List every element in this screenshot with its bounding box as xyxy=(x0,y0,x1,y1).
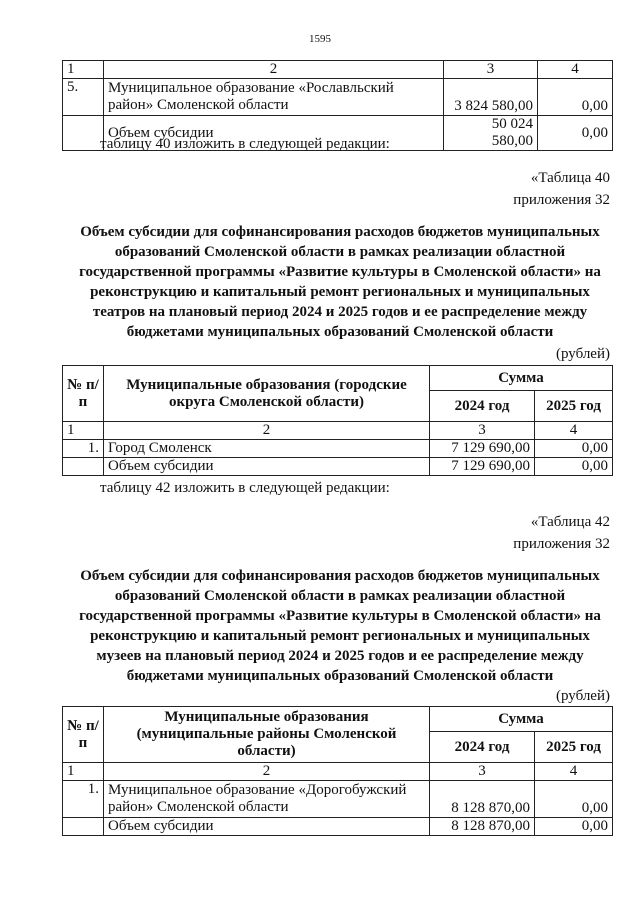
index-cell: 1 xyxy=(63,763,104,781)
col-number-header: № п/п xyxy=(63,707,104,763)
table-index-row xyxy=(63,61,613,79)
row-sum-2025: 0,00 xyxy=(535,440,613,458)
index-cell: 1 xyxy=(63,61,104,79)
table-reference-line: «Таблица 40 xyxy=(530,170,610,186)
row-name: Муниципальное образование «Рославльский район» Смоленской области xyxy=(104,79,444,116)
col-number-header: № п/п xyxy=(63,366,104,422)
index-cell: 3 xyxy=(444,61,538,79)
title-line: бюджетами муниципальных образований Смоленской области xyxy=(126,324,554,340)
table-reference xyxy=(513,511,610,555)
row-sum-2024: 8 128 870,00 xyxy=(430,818,535,836)
table-index-row xyxy=(63,763,613,781)
table-header-row xyxy=(63,707,613,732)
title-line: образований Смоленской области в рамках реализации областной xyxy=(114,244,566,260)
table-row xyxy=(63,781,613,818)
row-sum-2024: 7 129 690,00 xyxy=(430,440,535,458)
index-cell: 3 xyxy=(430,422,535,440)
table-index-row xyxy=(63,422,613,440)
index-cell: 2 xyxy=(104,61,444,79)
row-number xyxy=(63,116,104,151)
row-sum-2024: 50 024 580,00 xyxy=(444,116,538,151)
index-cell: 4 xyxy=(535,422,613,440)
title-line: реконструкцию и капитальный ремонт региональных и муниципальных xyxy=(90,284,590,300)
instruction-paragraph: таблицу 42 изложить в следующей редакции: xyxy=(100,480,390,496)
page-number: 1595 xyxy=(309,33,331,45)
table-total-row xyxy=(63,458,613,476)
row-name: Объем субсидии xyxy=(104,818,430,836)
row-sum-2025: 0,00 xyxy=(538,116,613,151)
table-title xyxy=(50,566,630,686)
col-2025-header: 2025 год xyxy=(535,732,613,763)
table-reference-line: приложения 32 xyxy=(513,536,610,552)
row-name: Город Смоленск xyxy=(104,440,430,458)
col-name-header: Муниципальные образования (городские округа Смоленской области) xyxy=(104,366,430,422)
title-line: театров на плановый период 2024 и 2025 годов и ее распределение между xyxy=(92,304,588,320)
index-cell: 1 xyxy=(63,422,104,440)
units-label: (рублей) xyxy=(555,688,610,704)
title-line: образований Смоленской области в рамках реализации областной xyxy=(114,588,566,604)
row-number: 1. xyxy=(63,440,104,458)
table-row xyxy=(63,440,613,458)
col-2025-header: 2025 год xyxy=(535,391,613,422)
col-name-header: Муниципальные образования (муниципальные районы Смоленской области) xyxy=(104,707,430,763)
row-sum-2024: 8 128 870,00 xyxy=(430,781,535,818)
row-sum-2024: 3 824 580,00 xyxy=(444,79,538,116)
col-sum-header: Сумма xyxy=(430,366,613,391)
col-2024-header: 2024 год xyxy=(430,391,535,422)
title-line: музеев на плановый период 2024 и 2025 годов и ее распределение между xyxy=(96,648,584,664)
title-line: реконструкцию и капитальный ремонт региональных и муниципальных xyxy=(90,628,590,644)
row-sum-2025: 0,00 xyxy=(538,79,613,116)
row-name: Объем субсидии xyxy=(104,458,430,476)
row-sum-2025: 0,00 xyxy=(535,781,613,818)
index-cell: 3 xyxy=(430,763,535,781)
table-total-row xyxy=(63,818,613,836)
row-sum-2025: 0,00 xyxy=(535,458,613,476)
row-sum-2024: 7 129 690,00 xyxy=(430,458,535,476)
row-name: Муниципальное образование «Дорогобужский район» Смоленской области xyxy=(104,781,430,818)
table-42 xyxy=(62,706,613,836)
col-sum-header: Сумма xyxy=(430,707,613,732)
table-40 xyxy=(62,365,613,476)
index-cell: 4 xyxy=(538,61,613,79)
units-label: (рублей) xyxy=(555,346,610,362)
index-cell: 4 xyxy=(535,763,613,781)
title-line: государственной программы «Развитие культуры в Смоленской области» на xyxy=(79,608,601,624)
instruction-paragraph: таблицу 40 изложить в следующей редакции: xyxy=(100,136,390,152)
table-title xyxy=(50,222,630,342)
row-number: 1. xyxy=(63,781,104,818)
row-number xyxy=(63,458,104,476)
title-line: государственной программы «Развитие культуры в Смоленской области» на xyxy=(79,264,601,280)
row-sum-2025: 0,00 xyxy=(535,818,613,836)
index-cell: 2 xyxy=(104,422,430,440)
table-row xyxy=(63,79,613,116)
col-2024-header: 2024 год xyxy=(430,732,535,763)
row-name: Объем субсидии xyxy=(104,116,444,151)
table-reference-line: приложения 32 xyxy=(513,192,610,208)
table-reference-line: «Таблица 42 xyxy=(530,514,610,530)
title-line: Объем субсидии для софинансирования расходов бюджетов муниципальных xyxy=(80,568,600,584)
title-line: бюджетами муниципальных образований Смоленской области xyxy=(126,668,554,684)
row-number xyxy=(63,818,104,836)
table-header-row xyxy=(63,366,613,391)
table-reference xyxy=(513,167,610,211)
index-cell: 2 xyxy=(104,763,430,781)
title-line: Объем субсидии для софинансирования расходов бюджетов муниципальных xyxy=(80,224,600,240)
row-number: 5. xyxy=(63,79,104,116)
